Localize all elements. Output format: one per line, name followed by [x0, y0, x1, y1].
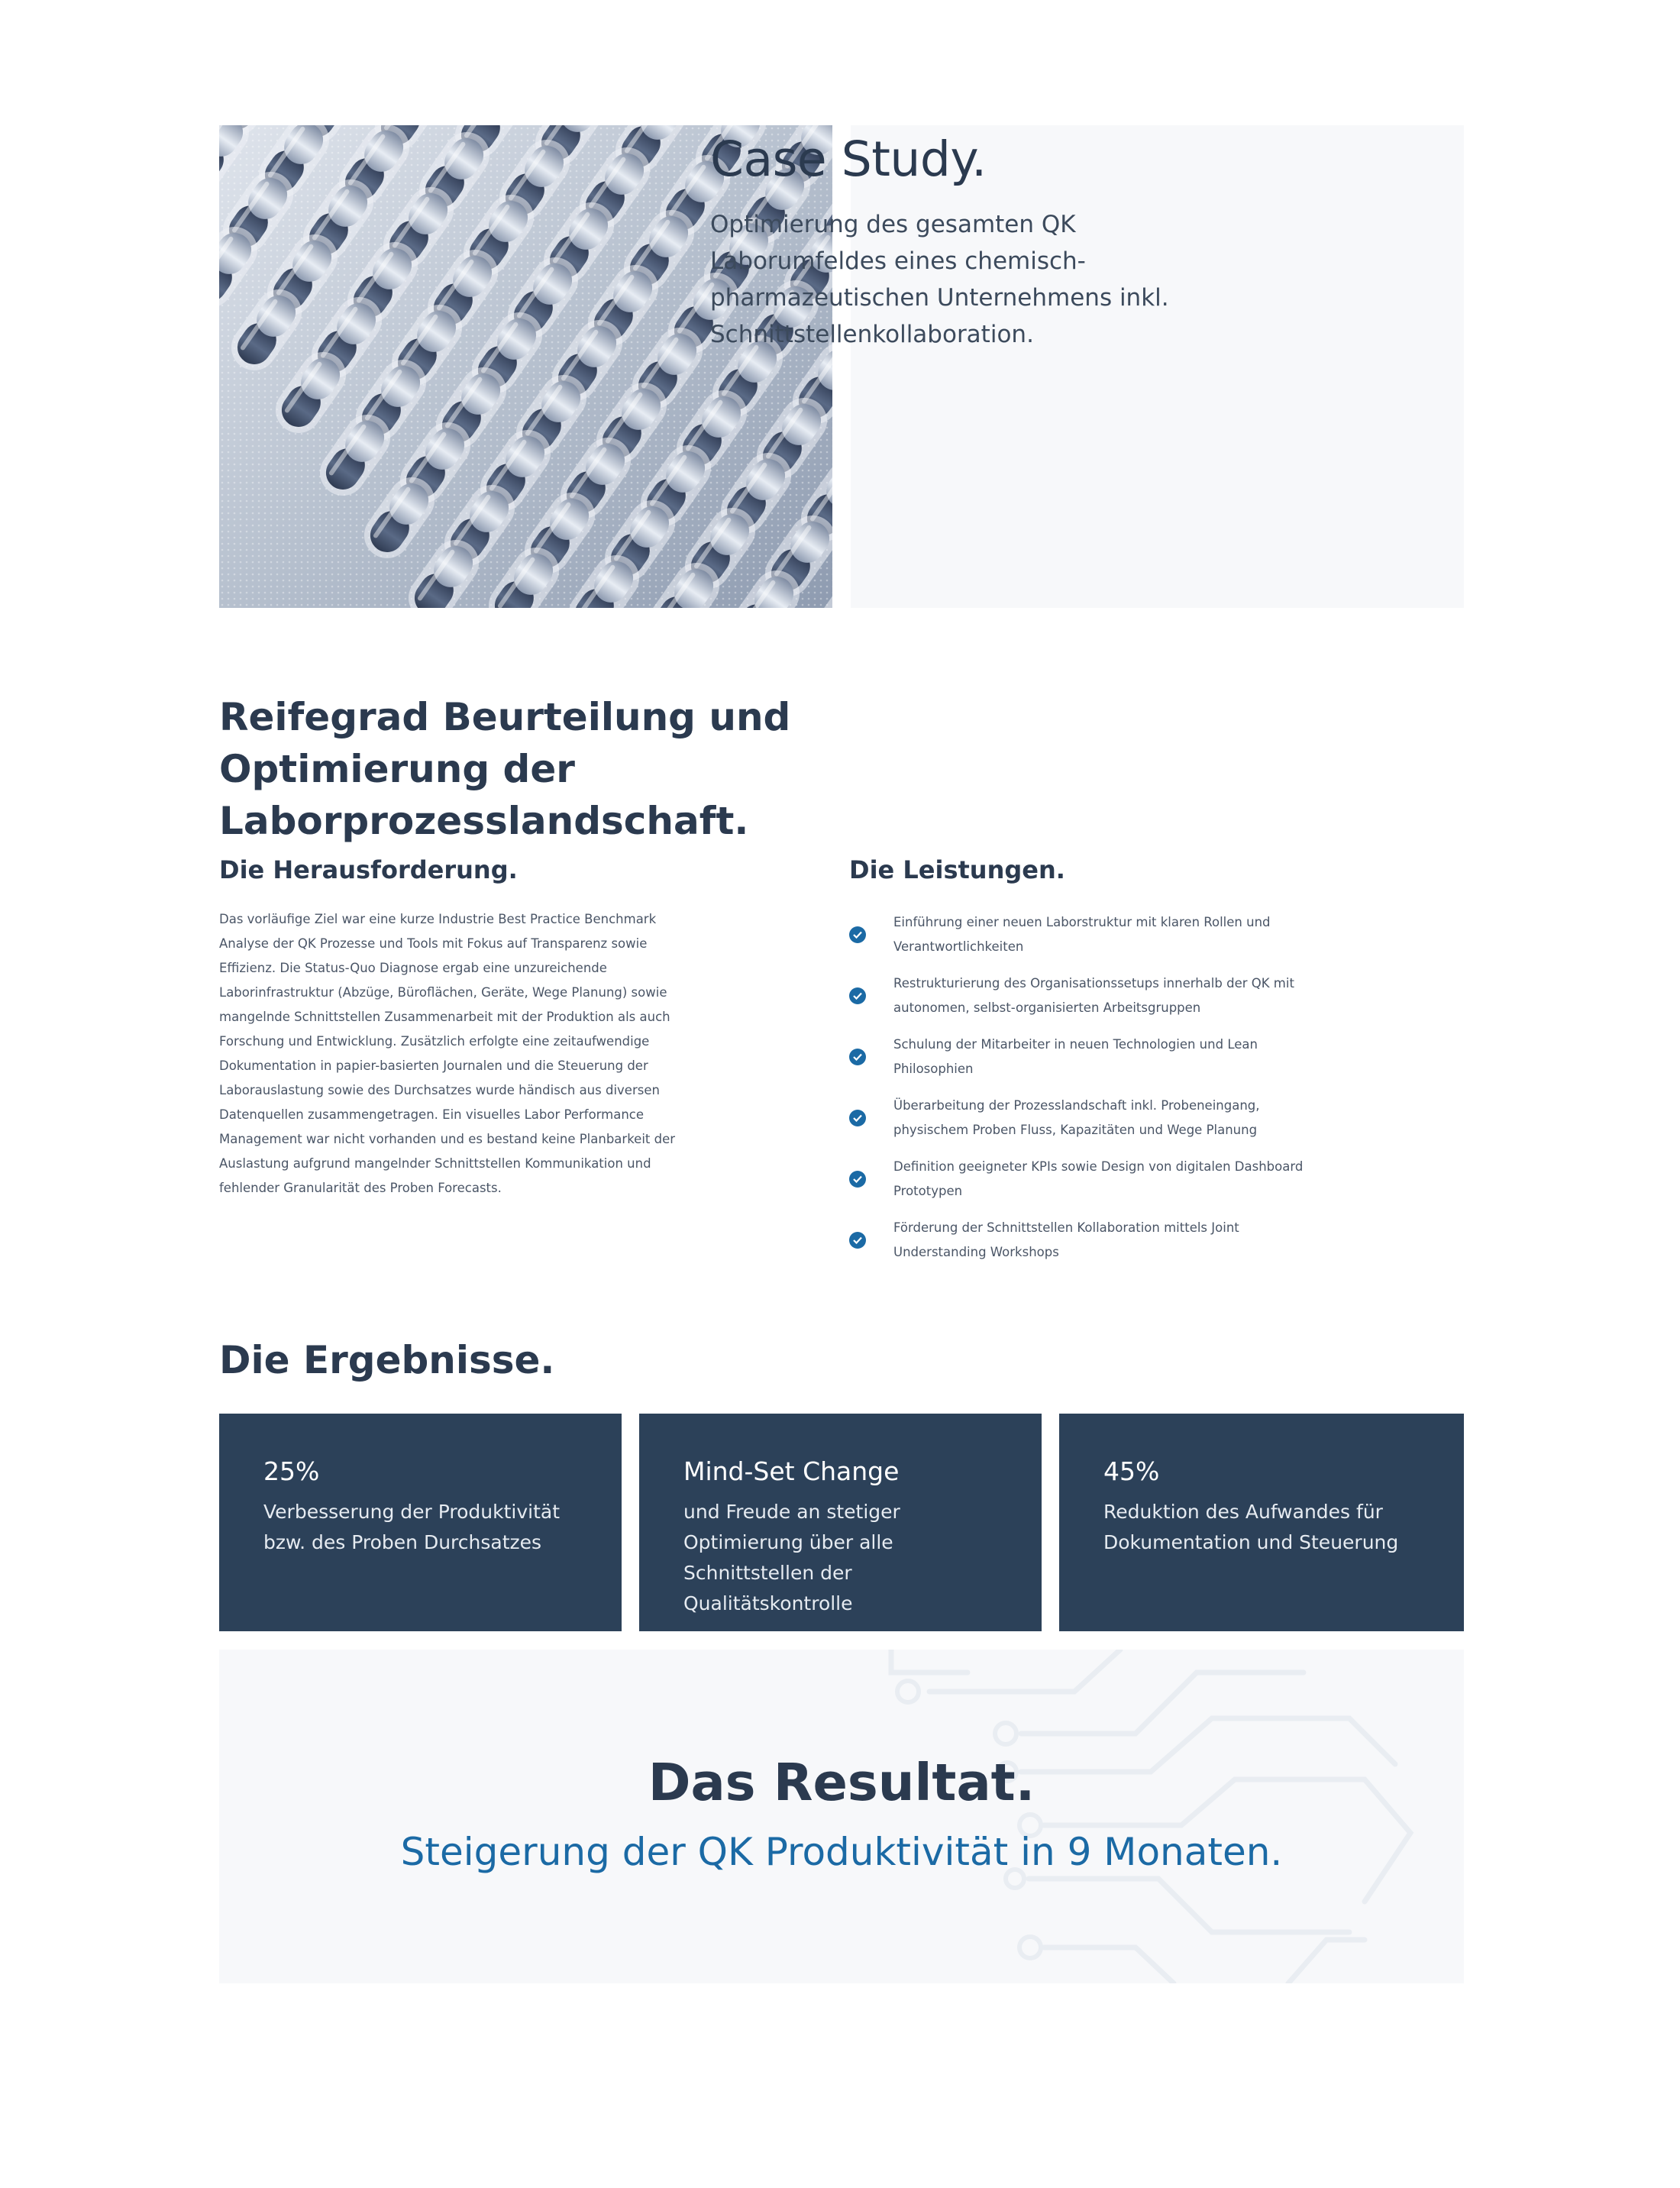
challenge-heading: Die Herausforderung. — [219, 855, 518, 884]
result-value: 45% — [1103, 1456, 1160, 1486]
check-circle-icon — [849, 1232, 866, 1249]
hero-image — [219, 125, 832, 608]
hero-section — [219, 125, 1464, 608]
list-item: Restrukturierung des Organisationssetups innerhalb der QK mit autonomen, selbst-organisierten Arbeitsgruppen — [849, 965, 1323, 1026]
result-text: Reduktion des Aufwandes für Dokumentation und Steuerung — [1103, 1501, 1399, 1553]
list-item: Förderung der Schnittstellen Kollaboration mittels Joint Understanding Workshops — [849, 1210, 1323, 1271]
page-title: Case Study. — [710, 131, 987, 187]
services-heading: Die Leistungen. — [849, 855, 1065, 884]
check-circle-icon — [849, 926, 866, 943]
resultat-title: Das Resultat. — [648, 1753, 1035, 1812]
list-item: Definition geeigneter KPIs sowie Design von digitalen Dashboard Prototypen — [849, 1149, 1323, 1210]
hero-description: Optimierung des gesamten QK Laborumfeldes eines chemisch-pharmazeutischen Unternehmens inkl. Schnittstellenkollaboration. — [710, 211, 1169, 348]
section-heading: Reifegrad Beurteilung und Optimierung der Laborprozesslandschaft. — [219, 695, 791, 843]
results-heading: Die Ergebnisse. — [219, 1338, 555, 1382]
resultat-subtitle: Steigerung der QK Produktivität in 9 Monaten. — [400, 1830, 1283, 1874]
list-item: Schulung der Mitarbeiter in neuen Technologien und Lean Philosophien — [849, 1026, 1323, 1088]
result-card — [639, 1414, 1042, 1631]
list-item: Überarbeitung der Prozesslandschaft inkl. Probeneingang, physischem Proben Fluss, Kapazitäten und Wege Planung — [849, 1088, 1323, 1149]
result-text: und Freude an stetiger Optimierung über alle Schnittstellen der Qualitätskontrolle — [683, 1501, 900, 1614]
check-circle-icon — [849, 1171, 866, 1188]
result-text: Verbesserung der Produktivität bzw. des Proben Durchsatzes — [263, 1501, 561, 1553]
result-value: 25% — [263, 1456, 320, 1486]
pill-blister-photo — [219, 125, 832, 608]
check-circle-icon — [849, 987, 866, 1004]
list-item: Einführung einer neuen Laborstruktur mit klaren Rollen und Verantwortlichkeiten — [849, 904, 1323, 965]
services-list — [849, 904, 1323, 1271]
check-circle-icon — [849, 1110, 866, 1126]
result-value: Mind-Set Change — [683, 1456, 900, 1486]
challenge-text: Das vorläufige Ziel war eine kurze Industrie Best Practice Benchmark Analyse der QK Prozesse und Tools mit Fokus auf Transparenz sowie Effizienz. Die Status-Quo Diagnose ergab eine unzureichende Laborinfrastruktur (Abzüge, Büroflächen, Geräte, Wege Planung) sowie mangelnde Schnittstellen Zusammenarbeit mit der Produktion als auch Forschung und Entwicklung. Zusätzlich erfolgte eine zeitaufwendige Dokumentation in papier-basierten Journalen und die Steuerung der Laborauslastung sowie des Durchsatzes wurde händisch aus diversen Datenquellen zusammengetragen. Ein visuelles Labor Performance Management war nicht vorhanden und es bestand keine Planbarkeit der Auslastung aufgrund mangelnder Schnittstellen Kommunikation und fehlender Granularität des Proben Forecasts. — [219, 912, 676, 1195]
result-card — [1059, 1414, 1464, 1631]
circuit-lines-decoration — [219, 1650, 1464, 1983]
resultat-section — [219, 1650, 1464, 1983]
hero-panel — [851, 125, 1464, 608]
result-card — [219, 1414, 622, 1631]
check-circle-icon — [849, 1049, 866, 1065]
